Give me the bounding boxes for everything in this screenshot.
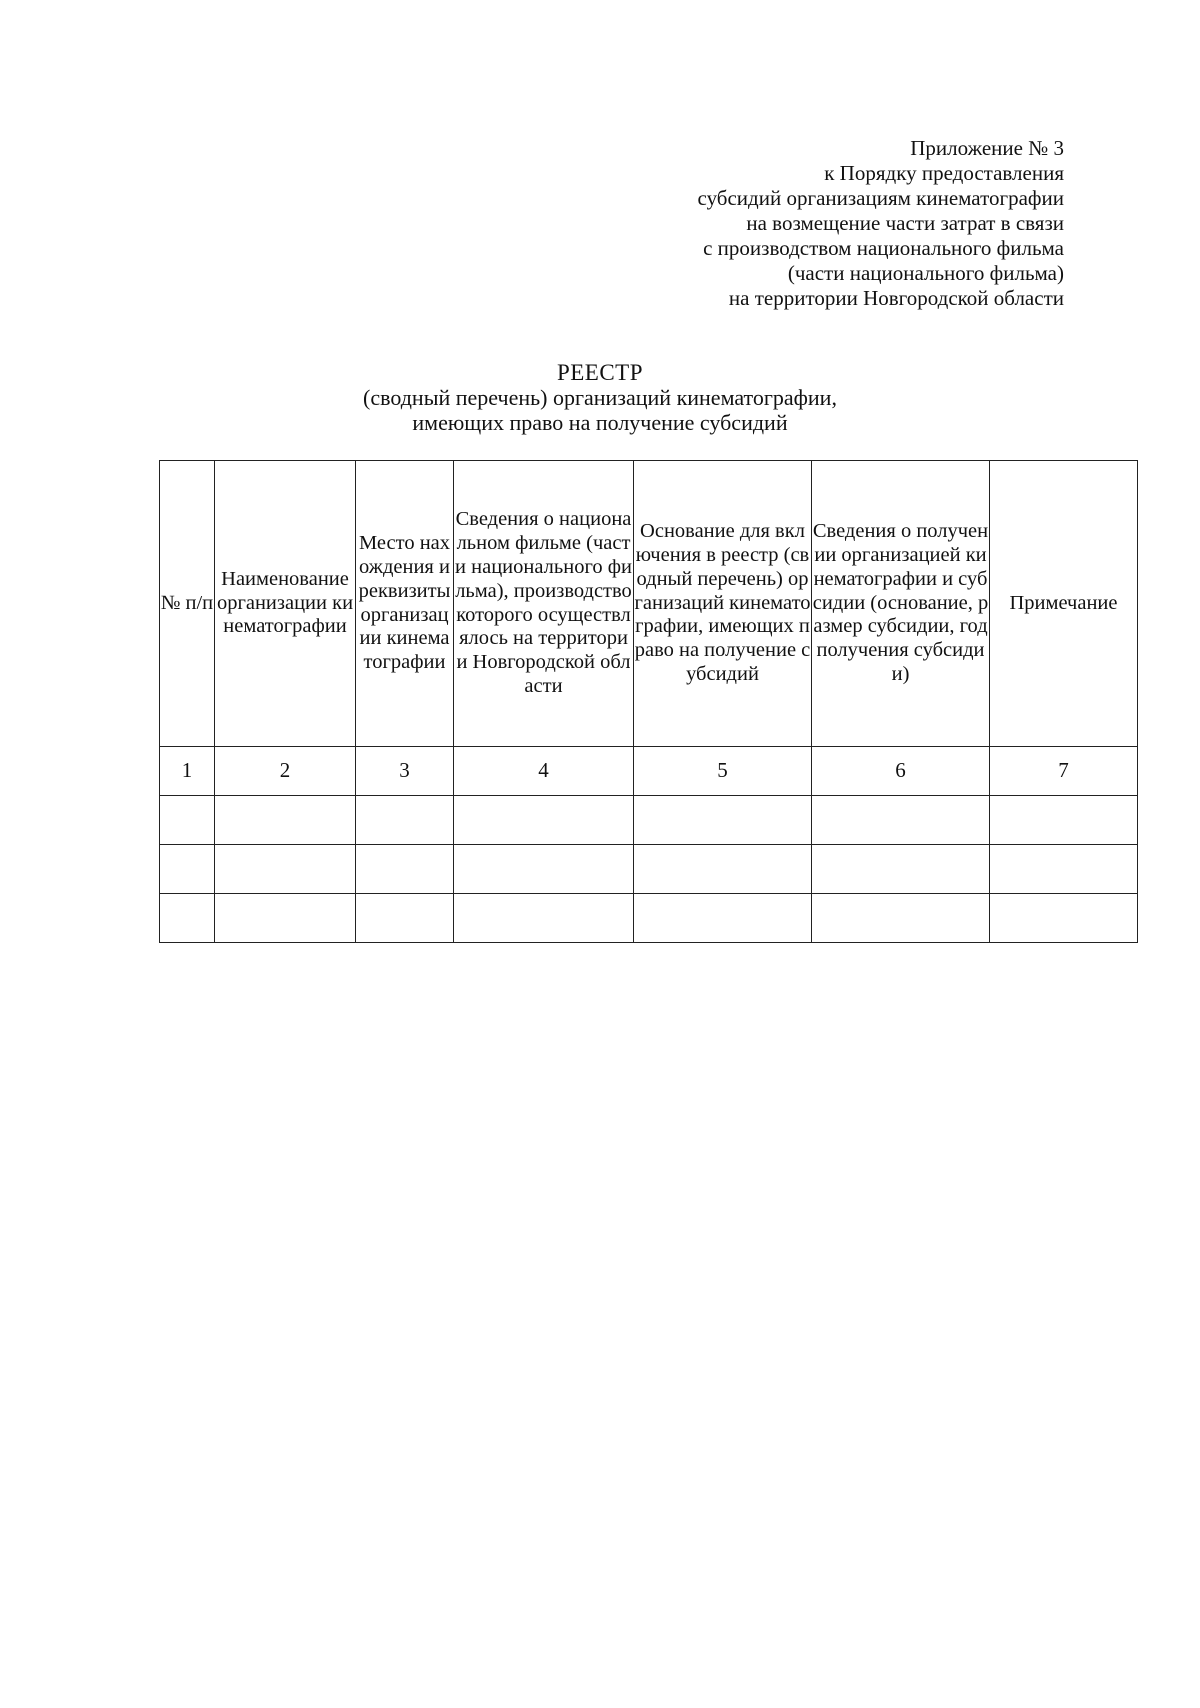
column-number: 4 (454, 747, 634, 796)
table-cell (356, 796, 454, 845)
appendix-line: Приложение № 3 (910, 136, 1064, 160)
column-number: 3 (356, 747, 454, 796)
table-cell (160, 894, 215, 943)
column-number: 7 (990, 747, 1138, 796)
document-title (0, 360, 1200, 435)
column-number: 6 (812, 747, 990, 796)
column-number: 1 (160, 747, 215, 796)
table-cell (990, 796, 1138, 845)
table-cell (356, 894, 454, 943)
table-cell (634, 796, 812, 845)
header-cell-subsidy-info: Сведения о получении организацией кинематографии и субсидии (основание, размер субсидии, год получения субсидии) (812, 461, 990, 747)
table-cell (454, 796, 634, 845)
registry-table (159, 460, 1138, 943)
table-cell (160, 796, 215, 845)
column-number-row (160, 747, 1138, 796)
title-subtitle-line: (сводный перечень) организаций кинематографии, (363, 385, 837, 410)
appendix-line: субсидий организациям кинематографии (697, 186, 1064, 210)
table-cell (215, 894, 356, 943)
table-cell (812, 845, 990, 894)
appendix-line: (части национального фильма) (787, 261, 1064, 285)
table-cell (634, 845, 812, 894)
table-cell (160, 845, 215, 894)
appendix-block (698, 136, 1064, 311)
appendix-line: к Порядку предоставления (824, 161, 1064, 185)
column-number: 5 (634, 747, 812, 796)
table-cell (215, 796, 356, 845)
header-cell-number: № п/п (160, 461, 215, 747)
appendix-line: на возмещение части затрат в связи (746, 211, 1064, 235)
table-cell (454, 845, 634, 894)
table-cell (812, 894, 990, 943)
table-header-row (160, 461, 1138, 747)
column-number: 2 (215, 747, 356, 796)
header-cell-inclusion-basis: Основание для включения в реестр (сводный перечень) организаций кинематографии, имеющих право на получение субсидий (634, 461, 812, 747)
header-cell-location-details: Место нахождения и реквизиты организации кинематографии (356, 461, 454, 747)
table-cell (454, 894, 634, 943)
title-registry: РЕЕСТР (556, 360, 644, 385)
table-row (160, 796, 1138, 845)
appendix-line: на территории Новгородской области (728, 286, 1064, 310)
appendix-line: с производством национального фильма (703, 236, 1064, 260)
table-cell (812, 796, 990, 845)
header-cell-note: Примечание (990, 461, 1138, 747)
table-row (160, 894, 1138, 943)
table-cell (990, 894, 1138, 943)
table-cell (215, 845, 356, 894)
table-cell (990, 845, 1138, 894)
table-cell (356, 845, 454, 894)
title-subtitle-line: имеющих право на получение субсидий (412, 410, 788, 435)
header-cell-organization-name: Наименование организации кинематографии (215, 461, 356, 747)
table-cell (634, 894, 812, 943)
table-row (160, 845, 1138, 894)
header-cell-film-info: Сведения о национальном фильме (части национального фильма), производство которого осуществлялось на территории Новгородской области (454, 461, 634, 747)
